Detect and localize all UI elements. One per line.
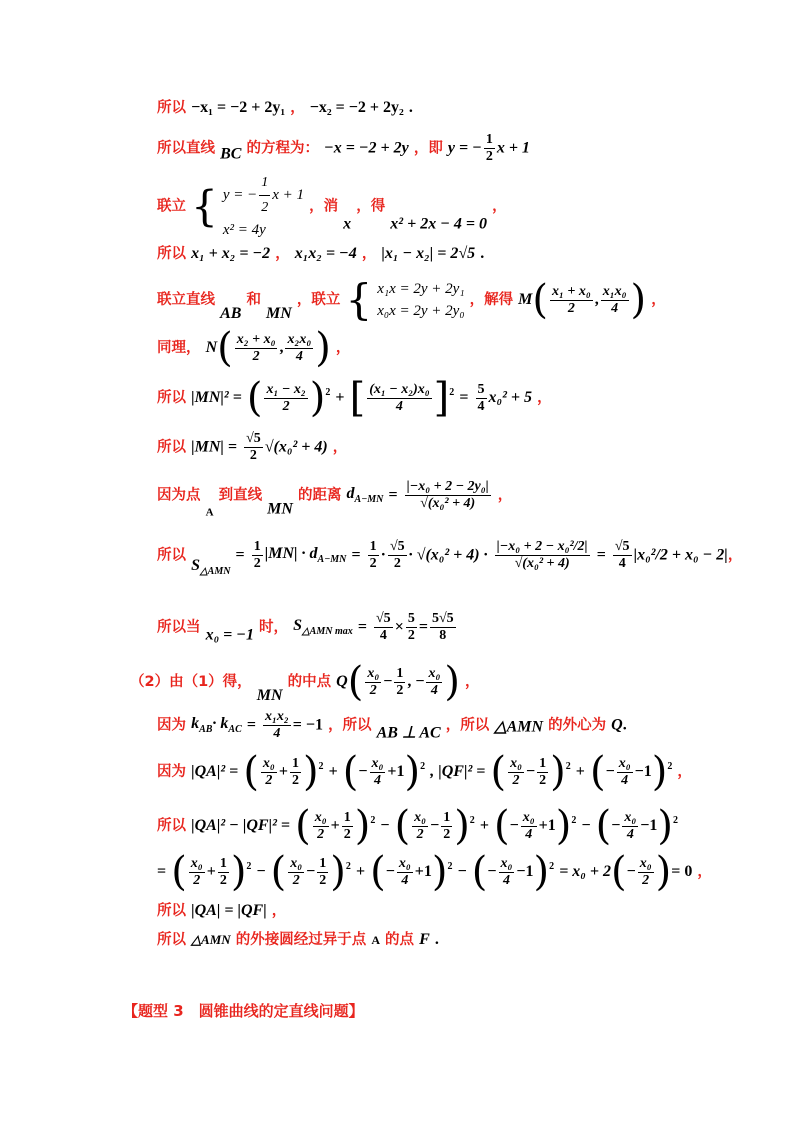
text: ， xyxy=(727,547,743,564)
math: . xyxy=(408,99,413,116)
text: ， xyxy=(290,100,305,116)
text: 同理， xyxy=(157,339,201,356)
text: 的方程为： xyxy=(246,140,319,157)
text: ，联立 xyxy=(296,291,341,308)
math: = xyxy=(157,863,167,880)
math: x₀ = −1 xyxy=(205,626,254,644)
math: △AMN xyxy=(191,932,231,947)
text: ，消 xyxy=(309,198,339,215)
text: 到直线 xyxy=(218,487,263,504)
text: 所以 xyxy=(157,439,186,456)
math: AB ⊥ AC xyxy=(376,724,441,742)
line-2 xyxy=(157,133,530,164)
math: N xyxy=(205,339,218,356)
math: x² + 2x − 4 = 0 xyxy=(390,215,488,233)
line-11: 所以当 x₀ = −1 时， $S_{\triangle AMN max}$ = $\frac{√5}{4}$ × $\frac{5}{2}$ = $\frac{5√5}{8}$ xyxy=(157,611,454,644)
brace: { xyxy=(191,181,218,231)
equation-system: y = − $\frac{1}{2}$ x + 1 x² = 4y xyxy=(223,172,304,241)
math: · √(x₀² + 4) · xyxy=(408,546,488,564)
line-17 xyxy=(157,903,286,919)
math: = xyxy=(388,486,398,504)
line-18 xyxy=(157,932,439,948)
text: 因为 xyxy=(157,717,186,734)
text: （2）由（1）得， xyxy=(130,673,252,690)
math: M xyxy=(518,291,533,308)
line-14: 因为 |QA|² = ( $\frac{\text{x₀}}{2}$ + $\frac{1}{2}$ )$^2$ + (− $\frac{\text{x₀}}{4}$ +1)$^2$ , |QF|² = ( $\frac{\text{x₀}}{2}$ − $\frac{1}{2}$ )$^2$ + (− $\frac{\text{x₀}}{4}$ −1)$^2$ ， xyxy=(157,749,692,795)
math: = xyxy=(246,716,256,734)
line-16: = ( $\frac{\text{x₀}}{2}$ + $\frac{1}{2}$ )$^2$ − ( $\frac{\text{x₀}}{2}$ − $\frac{1}{2}$ )$^2$ + (− $\frac{\text{x₀}}{4}$ +1)$^2$ − (− $\frac{\text{x₀}}{4}$ −1)$^2$ = x₀ + 2(− $\frac{\text{x₀}}{2}$ )= 0 ， xyxy=(157,849,712,895)
text: 所以直线 xyxy=(157,140,215,157)
text: 所以 xyxy=(157,817,186,834)
fraction: $\frac{1}{2}$ xyxy=(485,132,493,164)
text: 的外接圆经过异于点 xyxy=(235,932,367,948)
text: ， xyxy=(335,339,351,356)
math: = xyxy=(418,618,428,636)
text: ，得 xyxy=(356,198,386,215)
math: −x = −2 + 2y xyxy=(324,139,409,157)
math: |QA|² − |QF|² = xyxy=(191,817,291,834)
line-10: 所以 $S_{\triangle AMN}$ = $\frac{1}{2}$ $|MN| \cdot d_{A-MN}$ = $\frac{1}{2}$ · $\frac{√5}{2}$ · √(x₀² + 4) · $\frac{\text{|−x₀ + 2 − x₀²/2|}}{\text{√(x₀² + 4)}}$ = $\frac{√5}{4}$ |x₀²/2 + x₀ − 2|， xyxy=(157,539,743,577)
math: |x₁ − x₂| = 2√5 xyxy=(381,245,476,262)
math: $S_{\triangle AMN max}$ xyxy=(293,617,353,637)
text: 的外心为 xyxy=(548,717,607,734)
text: ， xyxy=(651,291,666,308)
math: |x₀²/2 + x₀ − 2| xyxy=(633,546,728,564)
math: × xyxy=(394,618,404,636)
text: ，即 xyxy=(413,140,443,157)
text: 联立直线 xyxy=(157,291,215,308)
math: = xyxy=(357,618,367,636)
math: Q xyxy=(611,716,623,734)
math: = xyxy=(235,546,245,564)
line-5: 联立直线 AB 和 MN ，联立 { x₁x = 2y + 2y₁ x₀x = 2y + 2y₀ ，解得 M( $\frac{\text{x₁ + x₀}}{2}$ , $\frac{\text{x₁x₀}}{4}$ ) ， xyxy=(157,275,666,324)
text: 所以 xyxy=(157,100,186,116)
math: $k_{AB}\cdot k_{AC}$ xyxy=(191,715,242,735)
math: = −1 xyxy=(292,716,323,734)
line-4 xyxy=(157,246,484,262)
math: x xyxy=(343,215,352,233)
text: 联立 xyxy=(157,198,186,215)
math: = xyxy=(596,546,606,564)
text: 的距离 xyxy=(297,487,342,504)
math: x₁x₂ = −4 xyxy=(294,245,357,262)
text: 时， xyxy=(259,619,289,636)
line-3 xyxy=(157,172,507,241)
math: . xyxy=(434,931,439,948)
math: |MN| = xyxy=(191,438,238,456)
line-15: 所以 |QA|² − |QF|² = ( $\frac{\text{x₀}}{2}$ + $\frac{1}{2}$ )$^2$ − ( $\frac{\text{x₀}}{2}$ − $\frac{1}{2}$ )$^2$ + (− $\frac{\text{x₀}}{4}$ +1)$^2$ − (− $\frac{\text{x₀}}{4}$ −1)$^2$ xyxy=(157,803,679,849)
math: △AMN xyxy=(494,718,544,736)
math: F xyxy=(419,931,430,948)
text: ， xyxy=(465,673,480,690)
text: ， xyxy=(677,763,692,780)
math: MN xyxy=(267,500,293,518)
math: MN xyxy=(266,305,292,322)
math: A xyxy=(205,506,214,519)
math: |MN|² = xyxy=(191,389,242,406)
math: MN xyxy=(256,687,283,704)
text: ，解得 xyxy=(469,291,514,308)
text: ， xyxy=(492,198,507,215)
math: x₀² + 5 xyxy=(488,389,533,406)
text: ， xyxy=(271,903,287,919)
line-6: 同理， N( $\frac{\text{x₂ + x₀}}{2}$ , $\frac{\text{x₂x₀}}{4}$ ) ， xyxy=(157,325,351,371)
text: 所以当 xyxy=(157,619,201,636)
math: x₁ + x₂ = −2 xyxy=(191,245,271,262)
text: ，所以 xyxy=(328,717,372,734)
math: $d_{A-MN}$ xyxy=(346,485,384,505)
text: 和 xyxy=(246,291,261,308)
text: 所以 xyxy=(157,389,186,406)
math: |QA|² = xyxy=(191,763,239,780)
text: 所以 xyxy=(157,246,186,262)
math: −x₁ = −2 + 2y₁ xyxy=(191,99,286,116)
math: |QA| = |QF| xyxy=(191,902,267,919)
math: A xyxy=(371,933,380,947)
math: Q xyxy=(336,673,348,690)
math: $|MN| \cdot d_{A-MN}$ xyxy=(264,545,347,565)
line-9: 因为点 $_A$ 到直线 MN 的距离 $d_{A-MN}$ = $\frac{\text{|−x₀ + 2 − 2y₀|}}{\text{√(x₀² + 4)}}$ ， xyxy=(157,479,513,519)
line-1 xyxy=(157,100,413,116)
text: 的中点 xyxy=(287,673,332,690)
equation-system: x₁x = 2y + 2y₁ x₀x = 2y + 2y₀ xyxy=(377,281,465,319)
text: 因为点 xyxy=(157,487,201,504)
line-12: （2）由（1）得， MN 的中点 Q( $\frac{\text{x₀}}{2}$ − $\frac{1}{2}$ , − $\frac{\text{x₀}}{4}$ ) ， xyxy=(130,659,480,705)
math: −x₂ = −2 + 2y₂ xyxy=(309,99,404,116)
text: 所以 xyxy=(157,903,186,919)
text: 因为 xyxy=(157,763,186,780)
line-13: 因为 $k_{AB}\cdot k_{AC}$ = $\frac{\text{x₁x₂}}{4}$ = −1 ，所以 AB ⊥ AC ，所以 △AMN 的外心为 Q. xyxy=(157,709,627,742)
math: √(x₀² + 4) xyxy=(264,438,328,456)
line-7: 所以 |MN|² = ( $\frac{\text{x₁ − x₂}}{2}$ )$^2$ + [ $\frac{\text{(x₁ − x₂)x₀}}{4}$ ]$^2$ = $\frac{5}{4}$ x₀² + 5 ， xyxy=(157,375,552,421)
math: AB xyxy=(220,305,242,322)
math: $S_{\triangle AMN}$ xyxy=(191,556,231,577)
math: y = − xyxy=(447,139,482,157)
text: ， xyxy=(275,246,290,262)
text: ， xyxy=(697,863,712,880)
brace: { xyxy=(345,275,373,324)
text: ，所以 xyxy=(445,717,490,734)
math: = xyxy=(351,546,361,564)
text: ， xyxy=(332,439,348,456)
text: 所以 xyxy=(157,932,186,948)
math: = xyxy=(459,389,469,406)
text: 的点 xyxy=(385,932,415,948)
section-heading: 【题型 3 圆锥曲线的定直线问题】 xyxy=(123,1002,364,1020)
math: . xyxy=(480,245,485,262)
math: BC xyxy=(220,145,242,163)
math: x + 1 xyxy=(496,139,530,157)
text: 所以 xyxy=(157,547,186,564)
text: ， xyxy=(361,246,377,262)
text: ， xyxy=(537,389,552,406)
text: ， xyxy=(497,487,513,504)
line-8: 所以 |MN| = $\frac{√5}{2}$ √(x₀² + 4) ， xyxy=(157,431,348,463)
